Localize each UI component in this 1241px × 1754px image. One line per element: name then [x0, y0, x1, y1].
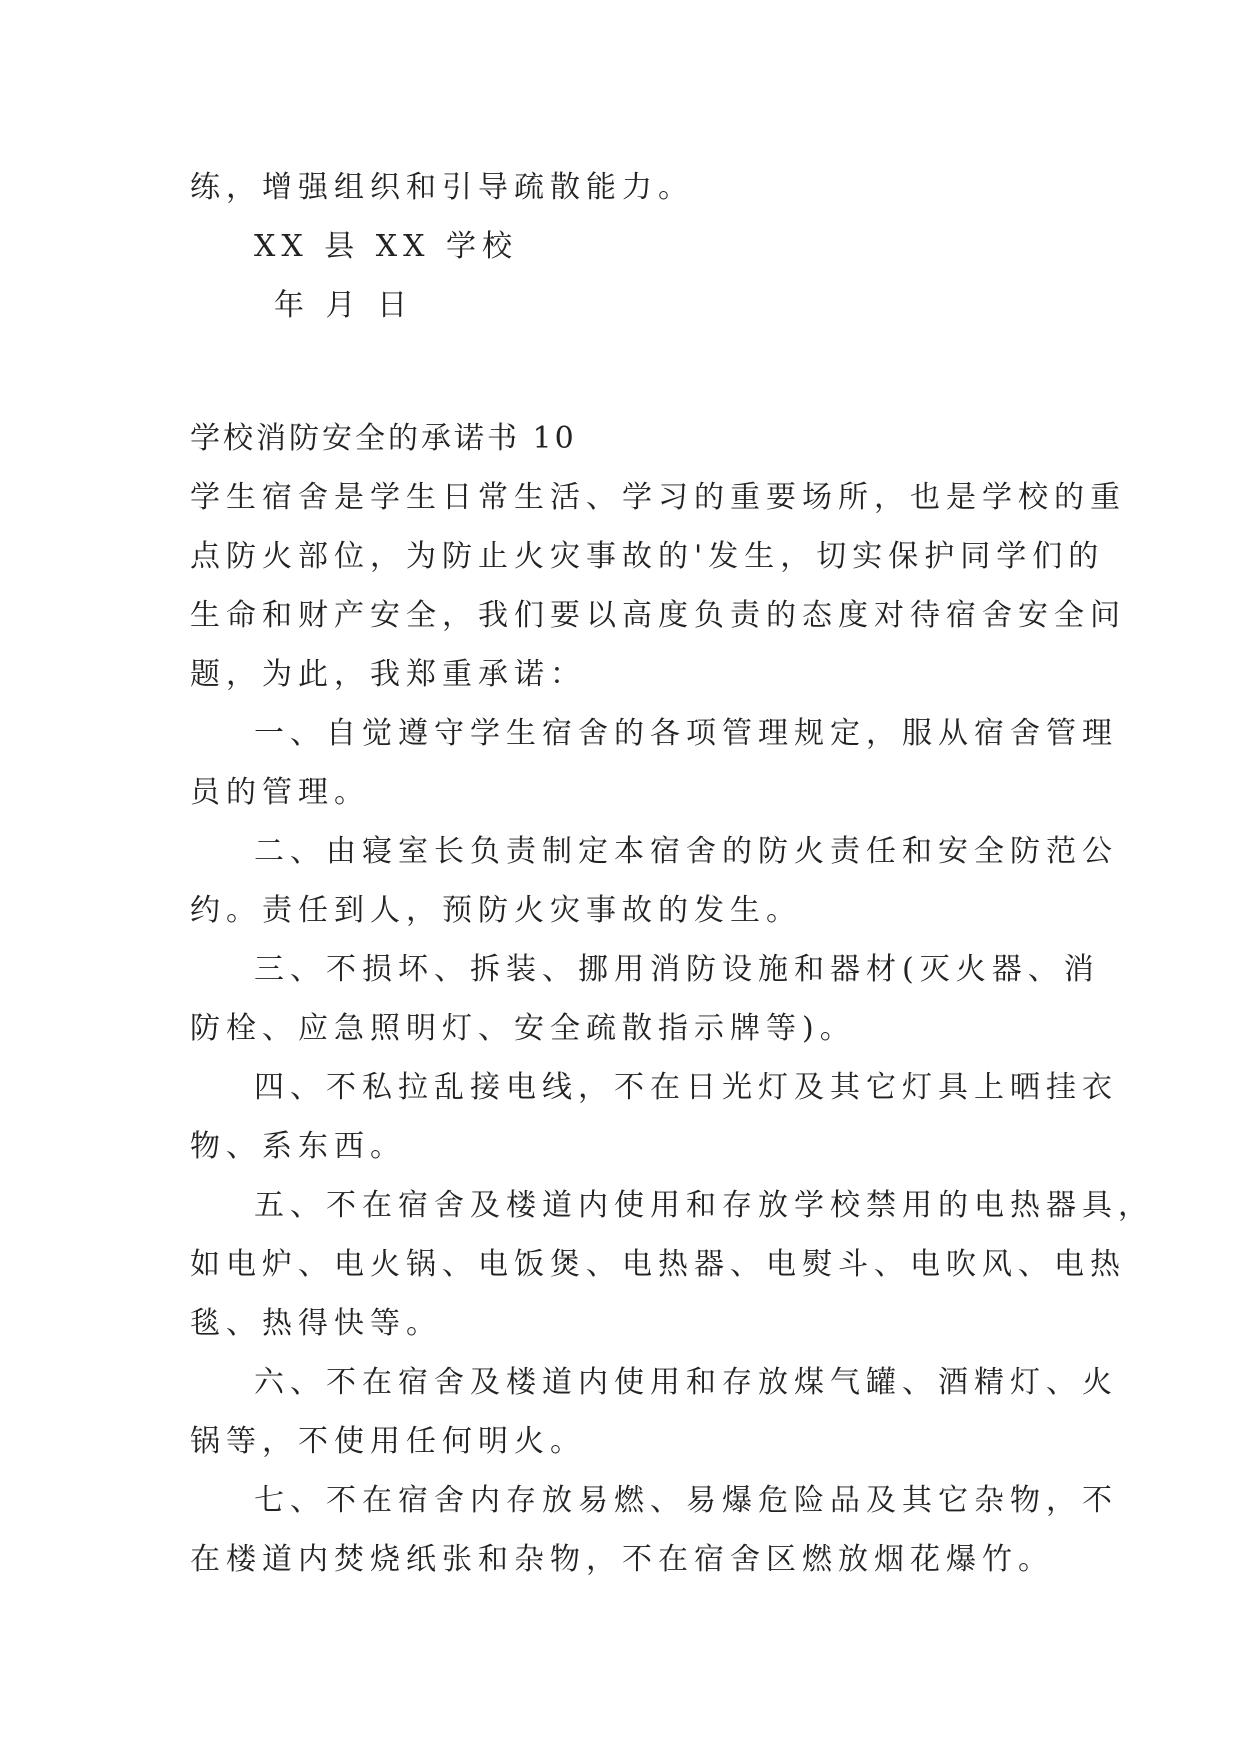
- intro-line: 生命和财产安全，我们要以高度负责的态度对待宿舍安全问: [190, 598, 1126, 633]
- item-line: 防栓、应急照明灯、安全疏散指示牌等)。: [190, 1011, 856, 1046]
- section-title: 学校消防安全的承诺书 10: [190, 421, 577, 456]
- document-body: [190, 158, 1154, 1589]
- section-gap: [190, 335, 1050, 409]
- paragraph-line: 练，增强组织和引导疏散能力。: [190, 170, 694, 205]
- item-line: 如电炉、电火锅、电饭煲、电热器、电熨斗、电吹风、电热: [190, 1247, 1126, 1282]
- item-line-first: 七、不在宿舍内存放易燃、易爆危险品及其它杂物，不: [254, 1483, 1118, 1518]
- item-line-first: 六、不在宿舍及楼道内使用和存放煤气罐、酒精灯、火: [254, 1365, 1118, 1400]
- item-line: 物、系东西。: [190, 1129, 406, 1164]
- item-line-first: 三、不损坏、拆装、挪用消防设施和器材(灭火器、消: [254, 952, 1100, 987]
- item-line: 锅等，不使用任何明火。: [190, 1424, 586, 1459]
- date-line: 年 月 日: [274, 288, 414, 323]
- intro-line: 题，为此，我郑重承诺：: [190, 657, 586, 692]
- item-line: 约。责任到人，预防火灾事故的发生。: [190, 893, 802, 928]
- item-line-first: 二、由寝室长负责制定本宿舍的防火责任和安全防范公: [254, 834, 1118, 869]
- signature-line: XX 县 XX 学校: [254, 229, 519, 264]
- item-line-first: 一、自觉遵守学生宿舍的各项管理规定，服从宿舍管理: [254, 716, 1118, 751]
- intro-line: 学生宿舍是学生日常生活、学习的重要场所，也是学校的重: [190, 480, 1126, 515]
- item-line: 员的管理。: [190, 775, 370, 810]
- intro-line: 点防火部位，为防止火灾事故的'发生，切实保护同学们的: [190, 539, 1105, 574]
- item-line-first: 五、不在宿舍及楼道内使用和存放学校禁用的电热器具，: [254, 1188, 1154, 1223]
- item-line: 毯、热得快等。: [190, 1306, 442, 1341]
- item-line: 在楼道内焚烧纸张和杂物，不在宿舍区燃放烟花爆竹。: [190, 1542, 1054, 1577]
- item-line-first: 四、不私拉乱接电线，不在日光灯及其它灯具上晒挂衣: [254, 1070, 1118, 1105]
